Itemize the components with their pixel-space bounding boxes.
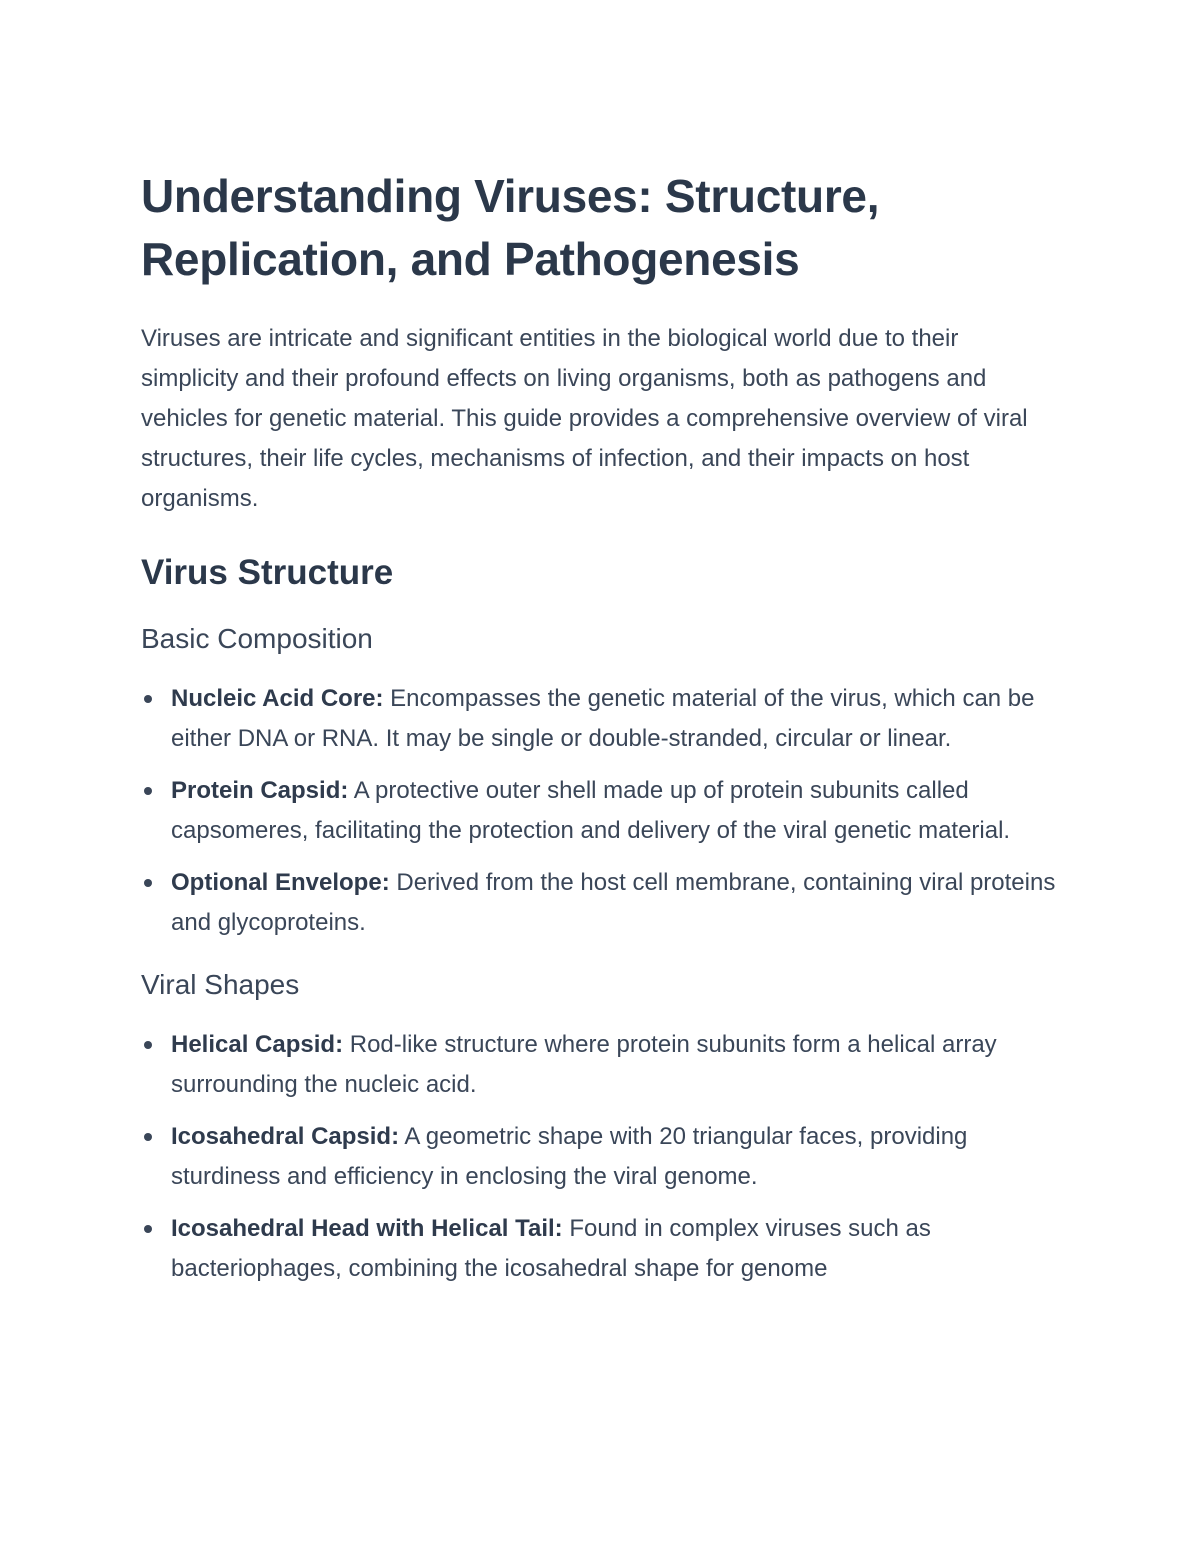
list-item-text: Found in complex viruses such as bacteriophages, combining the icosahedral shape for genome [171, 1215, 931, 1282]
basic-composition-list [141, 679, 1061, 943]
list-item [141, 679, 1061, 759]
list-item-term: Protein Capsid: [171, 777, 349, 804]
document-page [141, 165, 1061, 1301]
list-item-text: Derived from the host cell membrane, containing viral proteins and glycoproteins. [171, 869, 1056, 936]
section-heading-virus-structure: Virus Structure [141, 553, 394, 592]
list-item-term: Nucleic Acid Core: [171, 685, 384, 712]
page-title: Understanding Viruses: Structure, Replication, and Pathogenesis [141, 170, 880, 285]
list-item-term: Helical Capsid: [171, 1031, 344, 1058]
list-item-term: Icosahedral Capsid: [171, 1123, 400, 1150]
list-item [141, 1025, 1061, 1105]
subsection-heading-viral-shapes: Viral Shapes [141, 969, 300, 1000]
bullet-icon [144, 787, 152, 795]
list-item-text: A geometric shape with 20 triangular faces, providing sturdiness and efficiency in enclosing the viral genome. [171, 1123, 968, 1190]
list-item-term: Optional Envelope: [171, 869, 390, 896]
intro-paragraph: Viruses are intricate and significant entities in the biological world due to their simplicity and their profound effects on living organisms, both as pathogens and vehicles for genetic material. This guide provides a comprehensive overview of viral structures, their life cycles, mechanisms of infection, and their impacts on host organisms. [141, 325, 1028, 512]
list-item [141, 771, 1061, 851]
bullet-icon [144, 1133, 152, 1141]
subsection-heading-basic-composition: Basic Composition [141, 623, 373, 654]
list-item [141, 1209, 1061, 1289]
bullet-icon [144, 1041, 152, 1049]
list-item-text: A protective outer shell made up of protein subunits called capsomeres, facilitating the protection and delivery of the viral genetic material. [171, 777, 1011, 844]
list-item-text: Encompasses the genetic material of the virus, which can be either DNA or RNA. It may be single or double-stranded, circular or linear. [171, 685, 1035, 752]
list-item-text: Rod-like structure where protein subunits form a helical array surrounding the nucleic acid. [171, 1031, 997, 1098]
list-item [141, 1117, 1061, 1197]
bullet-icon [144, 879, 152, 887]
bullet-icon [144, 1225, 152, 1233]
bullet-icon [144, 695, 152, 703]
list-item-term: Icosahedral Head with Helical Tail: [171, 1215, 563, 1242]
list-item [141, 863, 1061, 943]
viral-shapes-list [141, 1025, 1061, 1289]
